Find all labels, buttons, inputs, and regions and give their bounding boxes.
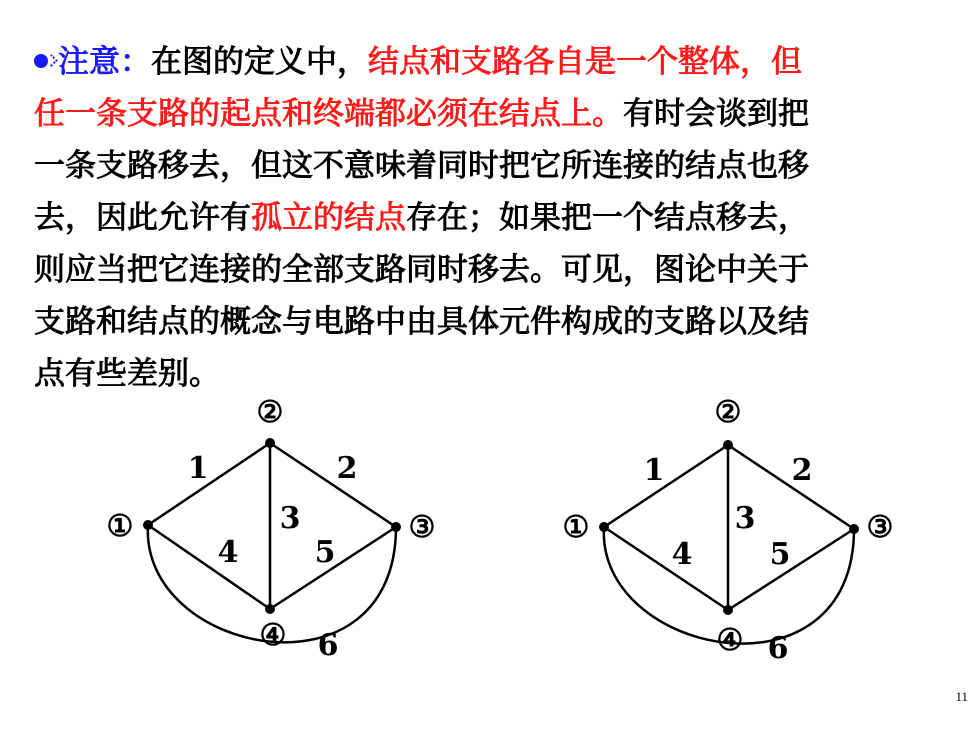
branch-label: 2 [336,451,358,486]
graph-left [100,390,440,700]
node-dot [265,438,275,448]
branch-label: 5 [769,537,791,572]
branch-label: 1 [187,451,209,486]
body-text [34,36,939,400]
node-dot [391,522,401,532]
node-label: ③ [866,510,894,545]
branch-line [604,527,728,610]
text-line-3 [34,140,939,192]
text-segment: 支路和结点的概念与电路中由具体元件构成的支路以及结 [34,304,809,340]
node-dot [143,520,153,530]
text-segment: 点有些差别。 [34,356,220,392]
node-dot [849,524,859,534]
branch-label: 4 [217,535,239,570]
node-dot [599,522,609,532]
node-label: ② [256,395,284,430]
speaker-bullet-icon [34,52,56,70]
node-label: ② [714,395,742,430]
text-segment: 去，因此允许有 [34,200,251,236]
text-segment: 一条支路移去，但这不意味着同时把它所连接的结点也移 [34,148,809,184]
branch-line [148,443,270,525]
branch-line [148,525,270,609]
node-dot [723,440,733,450]
node-label: ① [562,510,590,545]
text-segment: 在图的定义中， [151,44,368,80]
note-label: 注意： [58,44,151,80]
text-segment: 结点和支路各自是一个整体，但 [368,44,802,80]
node-label: ④ [716,623,744,658]
text-segment: 存在；如果把一个结点移去， [406,200,809,236]
text-line-2 [34,88,939,140]
text-line-1 [34,36,939,88]
text-segment: 则应当把它连接的全部支路同时移去。可见，图论中关于 [34,252,809,288]
text-segment: 孤立的结点 [251,200,406,236]
node-label: ① [106,509,134,544]
branch-label: 5 [314,535,336,570]
branch-label: 6 [317,628,339,663]
branch-line [604,445,728,527]
node-dot [265,604,275,614]
branch-label: 3 [279,501,301,536]
text-line-5 [34,244,939,296]
branch-label: 2 [791,453,813,488]
page-number: 11 [955,689,968,704]
branch-label: 3 [734,501,756,536]
node-dot [723,605,733,615]
graph-right [556,390,896,700]
branch-label: 1 [643,453,665,488]
branch-label: 4 [671,537,693,572]
node-label: ③ [408,510,436,545]
text-line-6 [34,296,939,348]
branch-label: 6 [767,631,789,666]
text-line-4 [34,192,939,244]
text-segment: 任一条支路的起点和终端都必须在结点上。 [34,96,623,132]
node-label: ④ [259,618,287,653]
text-segment: 有时会谈到把 [623,96,809,132]
